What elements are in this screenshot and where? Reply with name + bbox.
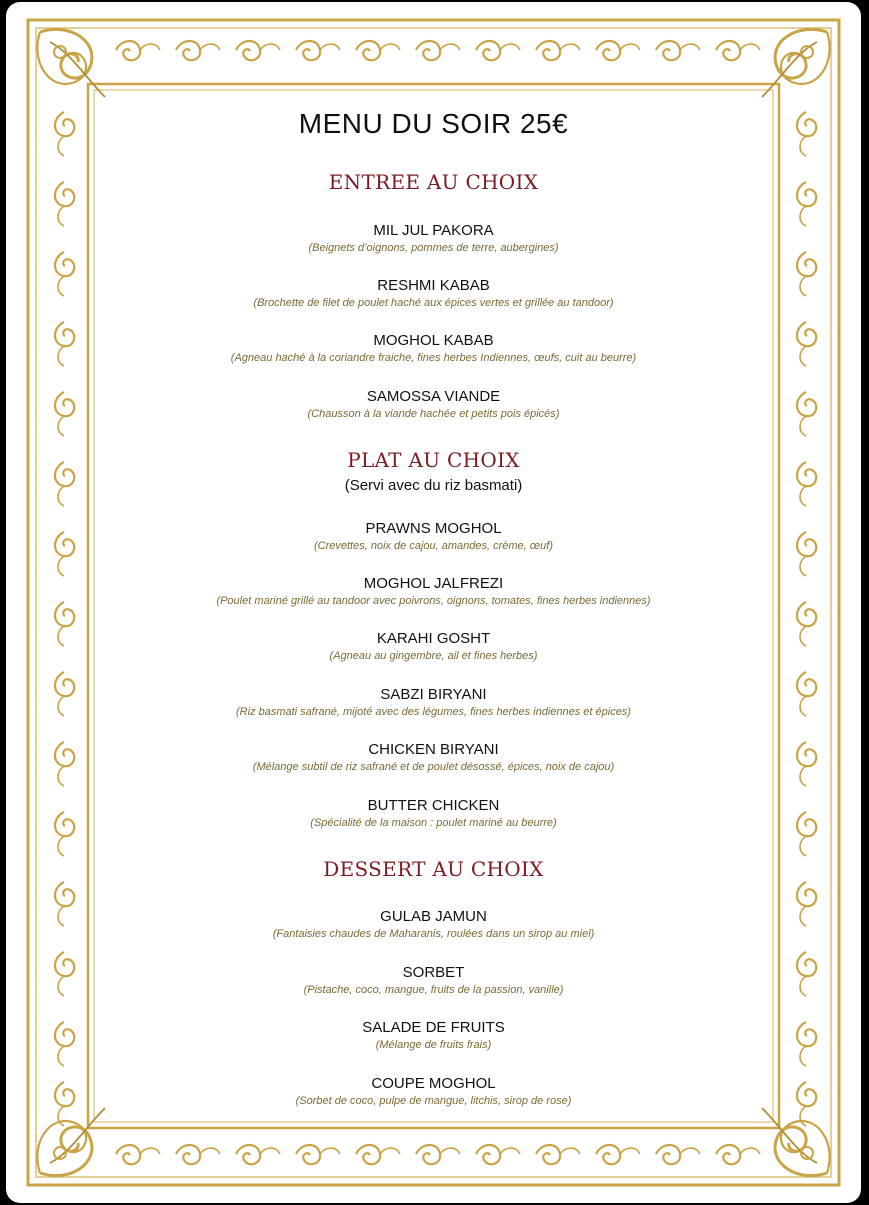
menu-item [96, 1075, 771, 1109]
item-name: COUPE MOGHOL [371, 1075, 496, 1092]
menu-content [96, 94, 771, 1122]
item-name: SABZI BIRYANI [380, 686, 487, 703]
item-description: (Chausson à la viande hachée et petits pois épicés) [307, 408, 560, 420]
item-description: (Mélange de fruits frais) [375, 1039, 492, 1051]
item-description: (Mélange subtil de riz safrané et de poulet désossé, épices, noix de cajou) [252, 761, 615, 773]
menu-item [96, 388, 771, 422]
item-description: (Beignets d’oignons, pommes de terre, aubergines) [308, 242, 559, 254]
menu-item [96, 222, 771, 256]
item-name: MIL JUL PAKORA [373, 222, 494, 239]
item-name: SAMOSSA VIANDE [366, 388, 501, 405]
menu-item [96, 332, 771, 366]
menu-item [96, 575, 771, 609]
item-name: RESHMI KABAB [377, 277, 490, 294]
menu-item [96, 964, 771, 998]
menu-item [96, 520, 771, 554]
item-description: (Agneau haché à la coriandre fraiche, fines herbes Indiennes, œufs, cuit au beurre) [230, 352, 637, 364]
menu-sheet [6, 2, 861, 1203]
item-name: GULAB JAMUN [380, 908, 487, 925]
item-description: (Poulet mariné grillé au tandoor avec poivrons, oignons, tomates, fines herbes indiennes) [216, 595, 651, 607]
menu-item [96, 277, 771, 311]
item-name: KARAHI GOSHT [376, 630, 491, 647]
menu-item [96, 797, 771, 831]
item-description: (Fantaisies chaudes de Maharanis, roulées dans un sirop au miel) [272, 928, 595, 940]
menu-item [96, 1019, 771, 1053]
menu-title: MENU DU SOIR 25€ [298, 108, 569, 139]
section-subtitle-plat: (Servi avec du riz basmati) [344, 477, 523, 494]
item-description: (Riz basmati safrané, mijoté avec des légumes, fines herbes indiennes et épices) [236, 706, 631, 718]
item-description: (Pistache, coco, mangue, fruits de la passion, vanille) [303, 984, 564, 996]
section-heading-dessert: DESSERT AU CHOIX [323, 857, 544, 881]
menu-item [96, 908, 771, 942]
section-heading-plat: PLAT AU CHOIX [347, 448, 520, 472]
item-description: (Spécialité de la maison : poulet mariné au beurre) [310, 817, 557, 829]
item-name: MOGHOL JALFREZI [363, 575, 504, 592]
item-name: MOGHOL KABAB [373, 332, 494, 349]
item-name: SORBET [402, 964, 465, 981]
item-name: SALADE DE FRUITS [362, 1019, 505, 1036]
menu-item [96, 630, 771, 664]
menu-item [96, 686, 771, 720]
item-description: (Brochette de filet de poulet haché aux épices vertes et grillée au tandoor) [253, 297, 614, 309]
item-description: (Crevettes, noix de cajou, amandes, crème, œuf) [313, 540, 554, 552]
item-description: (Agneau au gingembre, ail et fines herbes) [329, 650, 538, 662]
item-name: BUTTER CHICKEN [367, 797, 500, 814]
section-heading-entree: ENTREE AU CHOIX [328, 170, 539, 194]
menu-item [96, 741, 771, 775]
item-description: (Sorbet de coco, pulpe de mangue, litchis, sirop de rose) [295, 1095, 572, 1107]
item-name: CHICKEN BIRYANI [368, 741, 499, 758]
item-name: PRAWNS MOGHOL [365, 520, 502, 537]
